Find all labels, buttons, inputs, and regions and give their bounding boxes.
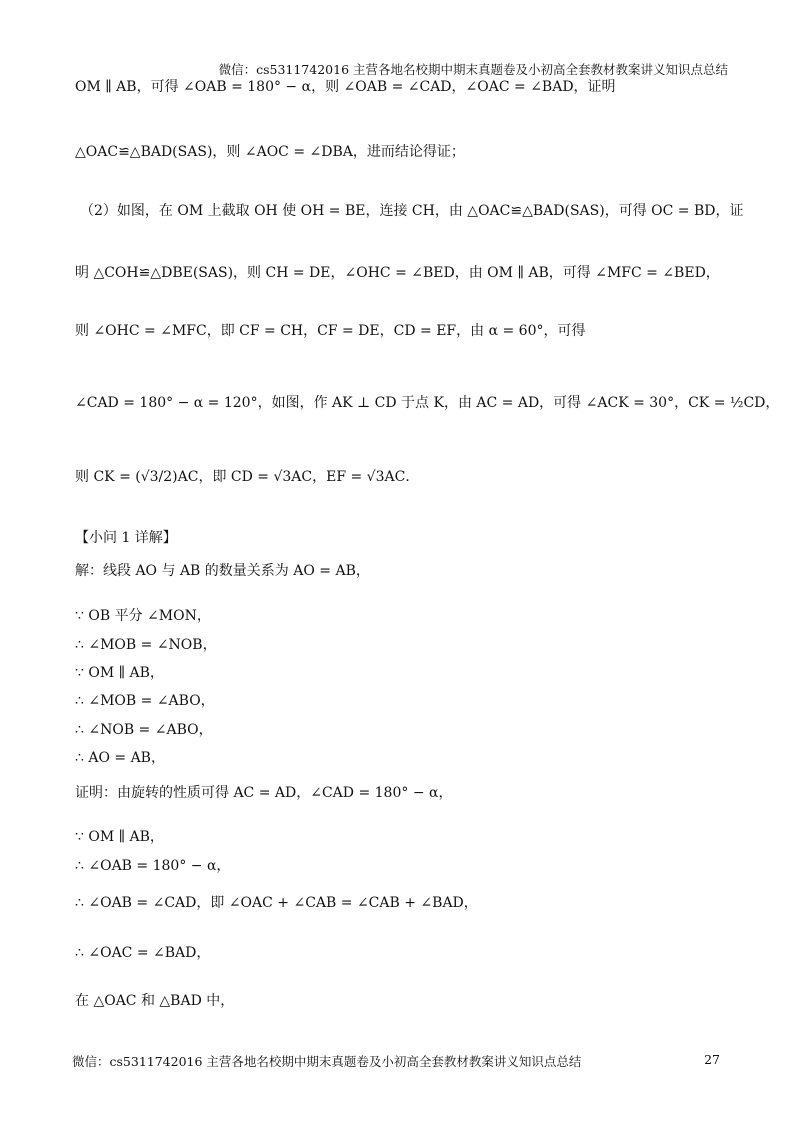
text-line: ∴ ∠MOB = ∠NOB， <box>75 637 217 653</box>
text-line: ∴ ∠OAB = 180° − α， <box>75 858 231 874</box>
text-line: ∠CAD = 180° − α = 120°，如图，作 AK ⊥ CD 于点 K，由 AC = AD，可得 ∠ACK = 30°，CK = ½CD， <box>75 395 780 411</box>
text-line: ∴ ∠OAB = ∠CAD，即 ∠OAC + ∠CAB = ∠CAB + ∠BAD， <box>75 895 478 911</box>
text-line: 明 △COH≌△DBE(SAS)，则 CH = DE，∠OHC = ∠BED，由 OM ∥ AB，可得 ∠MFC = ∠BED， <box>75 265 720 281</box>
text-line: 证明：由旋转的性质可得 AC = AD，∠CAD = 180° − α， <box>75 785 453 801</box>
text-line: ∴ ∠NOB = ∠ABO， <box>75 722 213 738</box>
text-line: ∵ OM ∥ AB， <box>75 665 164 681</box>
page-number: 27 <box>704 1052 720 1067</box>
text-line: ∴ AO = AB， <box>75 750 165 766</box>
text-line: ∴ ∠OAC = ∠BAD， <box>75 945 211 961</box>
page-footer: 微信：cs5311742016 主营各地名校期中期末真题卷及小初高全套教材教案讲义知识点总结 <box>72 1054 582 1069</box>
text-line: △OAC≌△BAD(SAS)，则 ∠AOC = ∠DBA，进而结论得证； <box>75 144 465 160</box>
text-line: 则 CK = (√3/2)AC，即 CD = √3AC，EF = √3AC． <box>75 469 420 485</box>
text-line: ∵ OB 平分 ∠MON， <box>75 608 211 624</box>
text-line: ∴ ∠MOB = ∠ABO， <box>75 693 215 709</box>
text-line: 则 ∠OHC = ∠MFC，即 CF = CH，CF = DE，CD = EF，由 α = 60°，可得 <box>75 323 586 339</box>
text-line: （2）如图，在 OM 上截取 OH 使 OH = BE，连接 CH，由 △OAC≌△BAD(SAS)，可得 OC = BD，证 <box>80 203 744 219</box>
text-line: 在 △OAC 和 △BAD 中， <box>75 993 235 1009</box>
section-heading: 【小问 1 详解】 <box>75 530 177 546</box>
page-header: 微信：cs5311742016 主营各地名校期中期末真题卷及小初高全套教材教案讲义知识点总结 <box>218 62 728 77</box>
text-line: 解：线段 AO 与 AB 的数量关系为 AO = AB， <box>75 563 370 579</box>
text-line: ∵ OM ∥ AB， <box>75 829 164 845</box>
text-line: OM ∥ AB，可得 ∠OAB = 180° − α，则 ∠OAB = ∠CAD，∠OAC = ∠BAD，证明 <box>75 79 616 95</box>
